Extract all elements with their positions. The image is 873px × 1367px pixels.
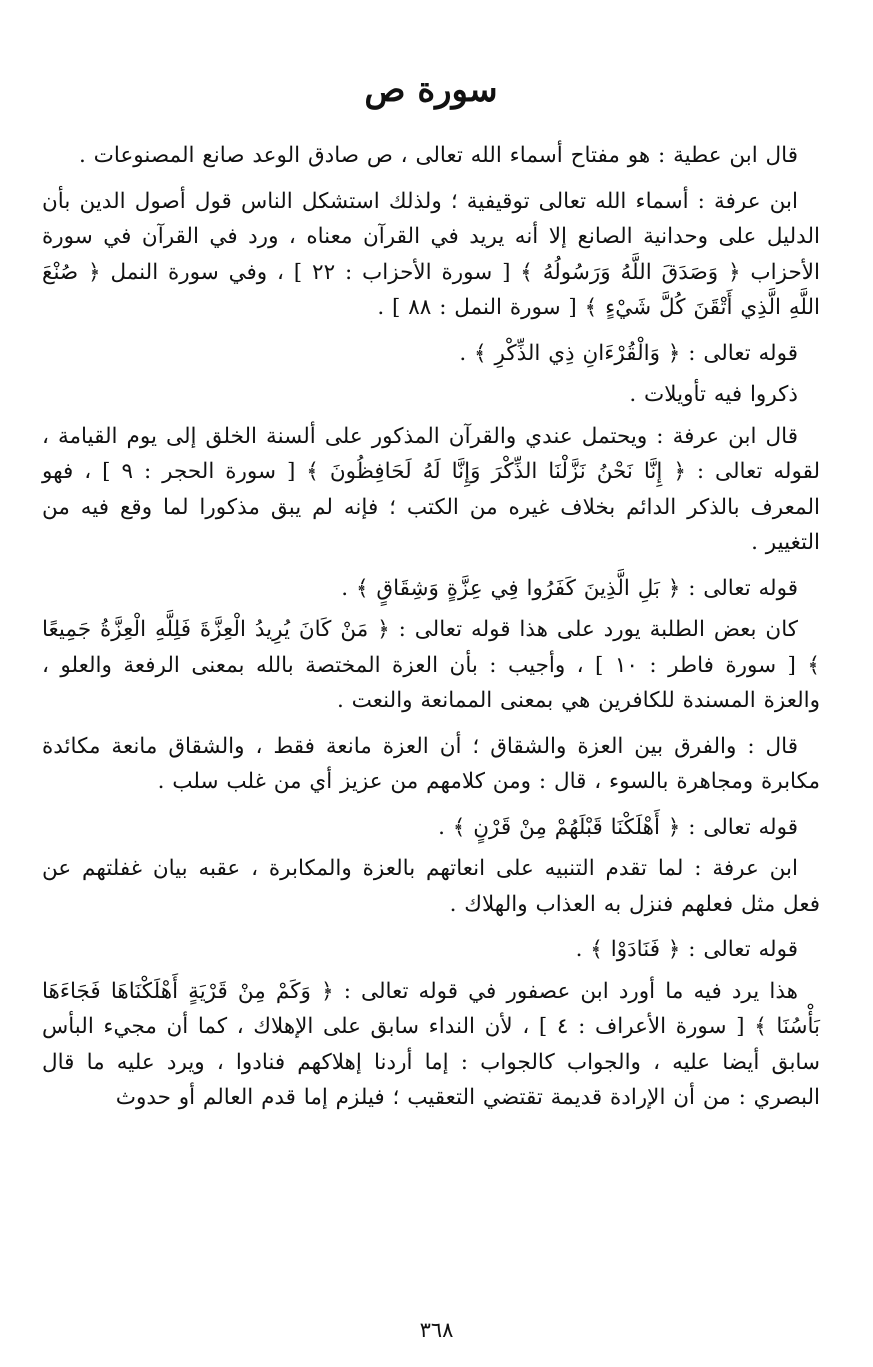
page-number: ٣٦٨ [419, 1318, 454, 1342]
paragraph-verse-quran-dhikr: قوله تعالى : ﴿ وَالْقُرْءَانِ ذِي الذِّكْرِ ﴾ . [459, 340, 798, 366]
paragraph-verse-ahlakna: قوله تعالى : ﴿ أَهْلَكْنَا قَبْلَهُمْ مِنْ قَرْنٍ ﴾ . [438, 814, 798, 840]
paragraph-students-izza: كان بعض الطلبة يورد على هذا قوله تعالى : ﴿ مَنْ كَانَ يُرِيدُ الْعِزَّةَ فَلِلَّهِ الْعِزَّةُ جَمِيعًا ﴾ [ سورة فاطر : ١٠ ] ، وأجيب : بأن العزة المختصة بالله بمعنى الرفعة والعلو ، والعزة المسندة للكافرين هي بمعنى الممانعة والنعت . [42, 617, 820, 713]
paragraph-difference-izza-shiqaq: قال : والفرق بين العزة والشقاق ؛ أن العزة مانعة فقط ، والشقاق مانعة مكائدة مكابرة ومجاهرة بالسوء ، قال : ومن كلامهم من عزيز أي من غلب سلب . [42, 733, 820, 794]
paragraph-interpretations: ذكروا فيه تأويلات . [629, 382, 798, 407]
document-page [42, 68, 820, 1126]
paragraph-verse-izza-shiqaq: قوله تعالى : ﴿ بَلِ الَّذِينَ كَفَرُوا فِي عِزَّةٍ وَشِقَاقٍ ﴾ . [341, 575, 798, 601]
paragraph-ibn-arafa-dhikr: قال ابن عرفة : ويحتمل عندي والقرآن المذكور على ألسنة الخلق إلى يوم القيامة ، لقوله تعالى : ﴿ إِنَّا نَحْنُ نَزَّلْنَا الذِّكْرَ وَإِنَّا لَهُ لَحَافِظُونَ ﴾ [ سورة الحجر : ٩ ] ، فهو المعرف بالذكر الدائم بخلاف غيره من الكتب ؛ فإنه لم يبق مذكورا لما وقع فيه من التغيير . [42, 423, 820, 555]
paragraph-ibn-atiyya: قال ابن عطية : هو مفتاح أسماء الله تعالى ، ص صادق الوعد صانع المصنوعات . [78, 143, 798, 168]
surah-title: سورة ص [364, 70, 498, 110]
paragraph-ibn-arafa-ghafla: ابن عرفة : لما تقدم التنبيه على انعاتهم بالعزة والمكابرة ، عقبه بيان غفلتهم عن فعل مثل فعلهم فنزل به العذاب والهلاك . [42, 856, 820, 917]
paragraph-ibn-arafa-names: ابن عرفة : أسماء الله تعالى توقيفية ؛ ولذلك استشكل الناس قول أصول الدين بأن الدليل على وحدانية الصانع إلا أنه يريد في القرآن معناه ، ورد في القرآن في سورة الأحزاب ﴿ وَصَدَقَ اللَّهُ وَرَسُولُهُ ﴾ [ سورة الأحزاب : ٢٢ ] ، وفي سورة النمل ﴿ صُنْعَ اللَّهِ الَّذِي أَتْقَنَ كُلَّ شَيْءٍ ﴾ [ سورة النمل : ٨٨ ] . [42, 188, 820, 320]
paragraph-verse-fanadaw: قوله تعالى : ﴿ فَنَادَوْا ﴾ . [575, 937, 798, 962]
paragraph-ibn-usfur: هذا يرد فيه ما أورد ابن عصفور في قوله تعالى : ﴿ وَكَمْ مِنْ قَرْيَةٍ أَهْلَكْنَاهَا فَجَاءَهَا بَأْسُنَا ﴾ [ سورة الأعراف : ٤ ] ، لأن النداء سابق على الإهلاك ، كما أن مجيء البأس سابق أيضا عليه ، والجواب كالجواب : إما أردنا إهلاكهم فنادوا ، ويرد عليه ما قال البصري : من أن الإرادة قديمة تقتضي التعقيب ؛ فيلزم إما قدم العالم أو حدوث [42, 978, 821, 1110]
